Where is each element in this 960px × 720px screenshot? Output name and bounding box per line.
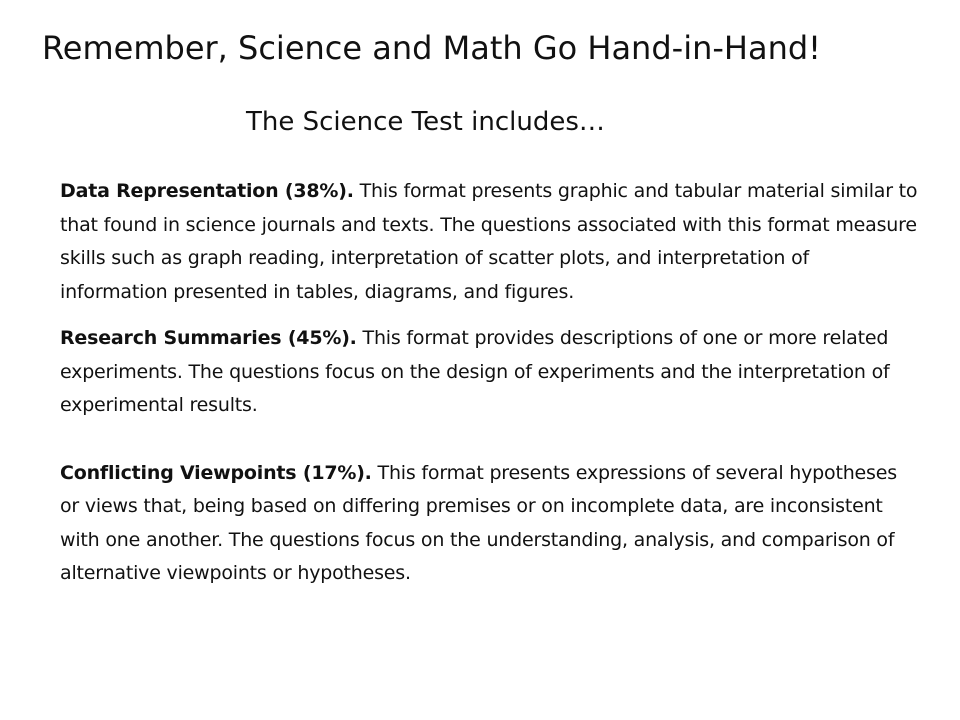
section-heading: Conflicting Viewpoints (17%). (60, 461, 372, 484)
section-heading: Data Representation (38%). (60, 180, 354, 202)
section-heading: Research Summaries (45%). (60, 327, 357, 349)
slide-title: Remember, Science and Math Go Hand-in-Hand! (42, 29, 821, 67)
section-body: This format presents expressions of several hypotheses or views that, being based on differing premises or on incomplete data, are inconsistent with one another. The questions focus on the understanding, analysis, and comparison of alternative viewpoints or hypotheses. (60, 461, 897, 584)
section-conflicting-viewpoints (60, 457, 920, 591)
section-body: This format presents graphic and tabular material similar to that found in science journals and texts. The questions associated with this format measure skills such as graph reading, interpretation of scatter plots, and interpretation of information presented in tables, diagrams, and figures. (60, 180, 918, 303)
section-body: This format provides descriptions of one or more related experiments. The questions focus on the design of experiments and the interpretation of experimental results. (60, 327, 890, 416)
section-research-summaries (60, 322, 920, 423)
content-body (60, 175, 920, 591)
section-data-representation (60, 175, 920, 309)
slide-subtitle: The Science Test includes… (246, 107, 605, 137)
